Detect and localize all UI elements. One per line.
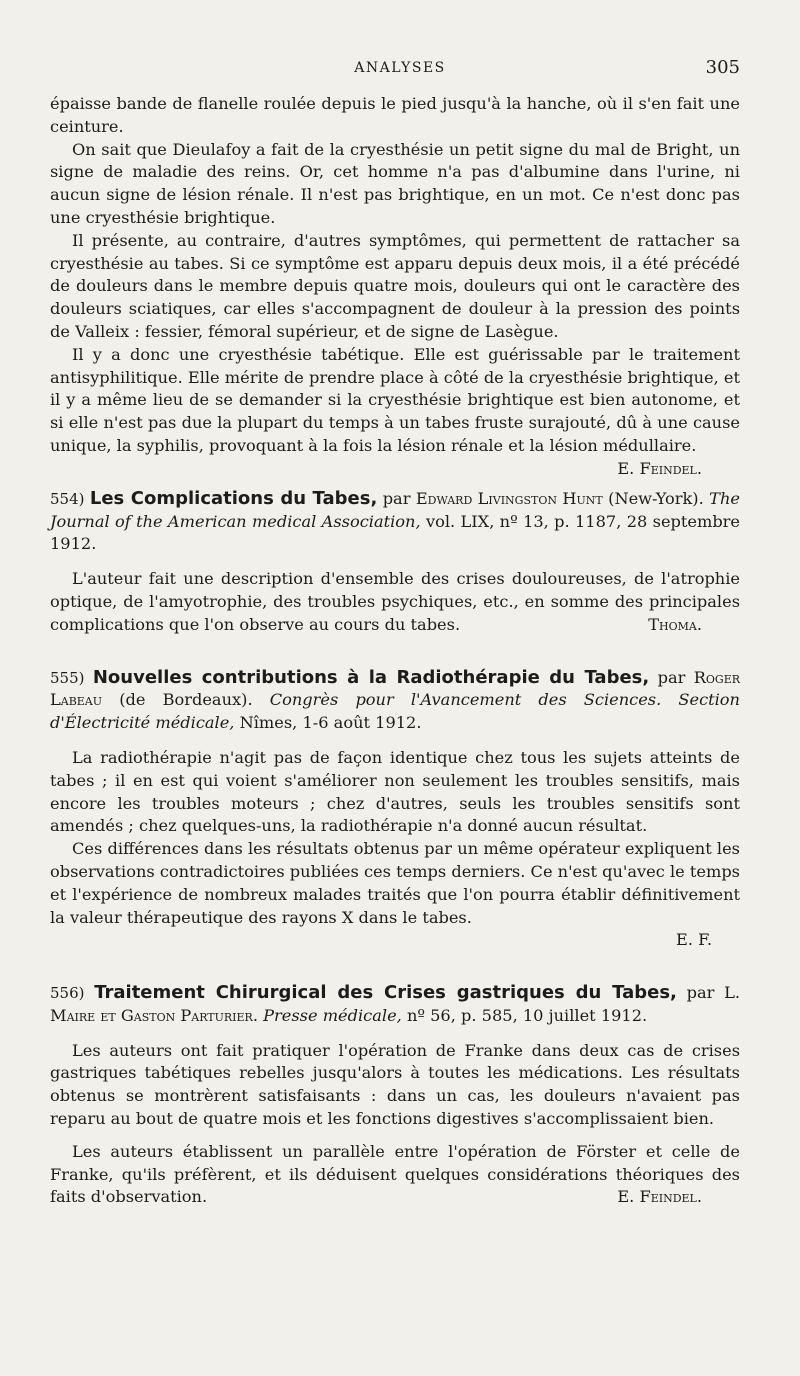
paragraph: On sait que Dieulafoy a fait de la cryesthésie un petit signe du mal de Bright, un signe de maladie des reins. Or, cet homme n'a pas d'albumine dans l'urine, ni aucun signe de lésion rénale. Il n'est pas brightique, en un mot. Ce n'est donc pas une cryesthésie brightique. [50,139,740,227]
paragraph: Il présente, au contraire, d'autres symptômes, qui permettent de rattacher sa cryesthésie au tabes. Si ce symptôme est apparu depuis deux mois, il a été précédé de douleurs dans le membre depuis quatre mois, douleurs qui ont le caractère des douleurs sciatiques, car elles s'accompagnent de douleur à la pression des points de Valleix : fessier, fémoral supérieur, et de signe de Lasègue. [50,230,740,341]
review-entry-556 [50,982,740,1209]
continued-review [50,93,740,478]
entry-number: 556) [50,984,85,1003]
paragraph [50,1141,740,1209]
reviewer-signature: E. Feindel. [617,458,702,478]
paragraph [50,344,740,478]
paragraph-text: Les auteurs établissent un parallèle entre l'opération de Förster et celle de Franke, qu'ils préfèrent, et ils déduisent quelques considérations théoriques des faits d'observation. [50,1141,740,1207]
reviewer-signature: Thoma. [648,614,702,634]
entry-journal: Presse médicale, [263,1005,402,1025]
paragraph: Ces différences dans les résultats obtenus par un même opérateur expliquent les observations contradictoires publiées ces temps derniers. Ce n'est qu'avec le temps et l'expérience de nombreux malades traités que l'on pourra établir définitivement la valeur thérapeutique des rayons X dans le tabes. [50,839,740,927]
entry-reference: Nîmes, 1-6 août 1912. [239,713,422,733]
entry-title: Nouvelles contributions à la Radiothérapie du Tabes, [92,666,650,688]
entry-journal: The Journal of the American medical Association, [50,488,740,531]
entry-number: 555) [50,668,85,687]
entry-number: 554) [50,489,85,508]
entry-by: par [382,488,411,508]
paragraph-text: Il y a donc une cryesthésie tabétique. Elle est guérissable par le traitement antisyphilitique. Elle mérite de prendre place à côté de la cryesthésie brightique, et il y a même lieu de se demander si la cryesthésie brightique est bien autonome, et si elle n'est pas due la plupart du temps à un tabes fruste surajouté, dû à une cause unique, la syphilis, provoquant à la fois la lésion rénale et la lésion médullaire. [50,344,740,455]
entry-heading [50,667,740,735]
entry-by: par [686,983,715,1003]
page-content [50,93,740,1209]
entry-by: par [657,667,686,687]
page-number: 305 [705,57,740,78]
running-header: ANALYSES [354,60,446,76]
entry-authors: Edward Livingston Hunt [415,488,603,508]
entry-journal: Congrès pour l'Avancement des Sciences. Section d'Électricité médicale, [50,690,740,733]
reviewer-signature: E. F. [676,930,712,950]
review-entry-554 [50,488,740,637]
reviewer-signature: E. Feindel. [617,1187,702,1207]
entry-reference: nº 56, p. 585, 10 juillet 1912. [406,1005,648,1025]
paragraph: Les auteurs ont fait pratiquer l'opération de Franke dans deux cas de crises gastriques tabétiques rebelles jusqu'alors à toutes les médications. Les résultats obtenus se montrèrent satisfaisants : dans un cas, les douleurs n'avaient pas reparu au bout de quatre mois et les fonctions digestives s'accomplissaient bien. [50,1040,740,1129]
entry-title: Traitement Chirurgical des Crises gastriques du Tabes, [94,982,677,1004]
entry-location: (New-York). [608,488,704,508]
entry-location: (de Bordeaux). [119,690,253,710]
entry-authors: L. Maire et Gaston Parturier. [50,983,740,1025]
entry-authors: Roger Labeau [50,667,741,710]
entry-reference: vol. LIX, nº 13, p. 1187, 28 septembre 1912. [50,511,741,554]
paragraph: La radiothérapie n'agit pas de façon identique chez tous les sujets atteints de tabes ; il en est qui voient s'améliorer non seulement les troubles sensitifs, mais encore les troubles moteurs ; chez d'autres, seuls les troubles sensitifs sont amendés ; chez quelques-uns, la radiothérapie n'a donné aucun résultat. [50,747,740,836]
entry-heading [50,982,740,1028]
paragraph [50,568,740,636]
paragraph: épaisse bande de flanelle roulée depuis le pied jusqu'à la hanche, où il s'en fait une ceinture. [50,94,740,136]
review-entry-555 [50,667,740,953]
paragraph-text: L'auteur fait une description d'ensemble des crises douloureuses, de l'atrophie optique, de l'amyotrophie, des troubles psychiques, etc., en somme des principales complications que l'on observe au cours du tabes. [50,569,740,634]
entry-title: Les Complications du Tabes, [89,487,378,509]
entry-heading [50,488,740,556]
